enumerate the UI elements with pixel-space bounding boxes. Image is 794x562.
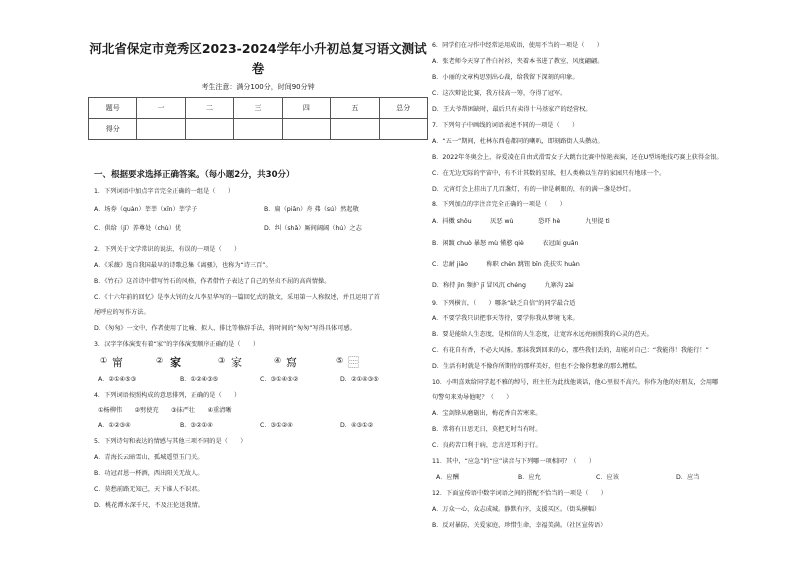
- option-a: A．②①④⑤③: [98, 376, 137, 383]
- option-b: B．③②①④: [180, 422, 213, 429]
- score-cell: 总分: [379, 98, 427, 119]
- exam-notice: 考生注意：满分100分，时间90分钟: [201, 83, 315, 91]
- option-d: D．纠（shǎ）厮间阔阔（hú）之志: [264, 225, 362, 232]
- option-c: C．这次辩论比赛，我方技高一筹，夺得了冠军。: [432, 90, 567, 97]
- score-table-row: [89, 119, 428, 140]
- option-c: C．应该: [596, 474, 619, 481]
- option-b: B．小丽的文章构思别出心裁，给我留下深刻的印象。: [432, 74, 579, 81]
- question-stem: 4．下列词语按照构成的意思排列，正确的是（ ）: [94, 392, 241, 399]
- option-d: D．④③①②: [340, 422, 374, 429]
- page-title-cont: 卷: [251, 61, 265, 76]
- option-d: D．称持 jìn 频护 jī 冒风沉 chéng 九寨沟 zài: [432, 282, 574, 289]
- glyph-label: ②: [156, 356, 164, 365]
- score-cell: 五: [331, 98, 379, 119]
- option-c: C．③①④⑤②: [260, 376, 299, 383]
- score-cell: 一: [137, 98, 185, 119]
- option-c: C．有花自有香，不必大风扬。那抹我到回来的心，那些我们丢的，却能对自己：“我能得！我能行！”: [432, 347, 709, 354]
- glyph-image: 寫: [286, 356, 297, 369]
- score-blank[interactable]: [185, 119, 233, 140]
- option-d: D．桃花潭水深千尺，不及汪伦送我情。: [94, 502, 204, 509]
- option-b: B．功冠君恩一杯酒，西出阳关无故人。: [94, 470, 204, 477]
- score-cell: 二: [185, 98, 233, 119]
- option-a: A．抖擞 shǒu 厌恶 wù 恐吓 hè 九里提 tì: [432, 218, 610, 225]
- option-a: A．不要学我只识把事天等待，要学你我从梦境飞来。: [432, 315, 579, 322]
- score-table-header: [89, 98, 428, 119]
- question-stem: 8．下列加点的字注音完全正确的一项是（ ）: [432, 201, 566, 208]
- option-d: D．王大爷帮困缺时，最后只有卖得十马基家产的经营权。: [432, 106, 592, 113]
- score-table: [88, 97, 428, 140]
- option-c: C．莫愁前路无知己，天下谁人不识君。: [94, 486, 204, 493]
- option-b: B．闲踱 chuò 暴怒 mù 懂憨 qiè 衣冠面 guān: [432, 240, 579, 247]
- option-c: C．③①②④: [260, 422, 293, 429]
- question-stem: 1．下列词语中加点字音完全正确的一组是（ ）: [94, 188, 235, 195]
- option-b: B．①②④③⑤: [180, 376, 219, 383]
- score-blank[interactable]: [282, 119, 330, 140]
- option-b: B．应允: [518, 474, 541, 481]
- option-a: A．《采薇》选自我国最早的诗歌总集《离骚》，也称为“诗三百”。: [94, 262, 272, 269]
- question-stem: 5．下列诗句和表达的情感与其他三项不同的是（ ）: [94, 438, 247, 445]
- score-blank[interactable]: [234, 119, 282, 140]
- page-title: 河北省保定市竞秀区2023-2024学年小升初总复习语文测试: [89, 41, 427, 56]
- score-cell: 题号: [89, 98, 137, 119]
- question-stem: 6．同学们在习作中经常运用成语，使用不当的一项是（ ）: [432, 42, 603, 49]
- question-stem: 12．下面宣传语中数字词语之间的搭配不恰当的一项是（ ）: [432, 490, 607, 497]
- glyph-image: 家: [231, 356, 242, 369]
- question-stem: 9．下列横言，（ ）哪条“缺乏自信”的同学最合适: [432, 300, 576, 307]
- question-stem-cont: 句警句来劝导他呢？（ ）: [432, 394, 513, 401]
- question-stem: 2．下列关于文学常识的说法，有误的一项是（ ）: [94, 246, 241, 253]
- question-stem: 11．其中，“应急”的“应”读音与下列哪一项相同？（ ）: [432, 458, 596, 465]
- glyph-label: ⑤: [336, 356, 344, 365]
- option-b: B．扁（piān）舟 弗（sú）然起敬: [264, 206, 359, 213]
- option-c: C．良药苦口利于病，忠言逆耳利于行。: [432, 442, 542, 449]
- option-d: D．《匆匆》一文中，作者使用了比喻、拟人、排比等修辞手法，将时间的“匆匆”写得具体可感。: [94, 325, 356, 332]
- glyph-image: ⿳: [348, 356, 359, 369]
- glyph-image: 甯: [112, 356, 123, 369]
- option-d: D．生活有时就是不像你所期待的那样美好，但也不会像你想象的那么糟糕。: [432, 363, 641, 370]
- score-blank[interactable]: [331, 119, 379, 140]
- option-c-cont: 尾呼应的写作方法。: [94, 309, 150, 316]
- option-d: D．应当: [676, 474, 700, 481]
- option-a: A．场券（quàn）莘莘（xīn）莘学子: [94, 206, 198, 213]
- score-blank[interactable]: [137, 119, 185, 140]
- glyph-label: ①: [100, 356, 108, 365]
- option-c: C．忠耐 jiāo 称职 chèn 跳钮 bīn 洗扶实 huàn: [432, 261, 580, 268]
- option-a: A．张老师今天穿了件白衬衫，夹着本书进了教室，风度翩翩。: [432, 58, 604, 65]
- option-a: A．①②③④: [98, 422, 131, 429]
- glyph-label: ③: [218, 356, 226, 365]
- score-cell: 三: [234, 98, 282, 119]
- score-row-label: 得分: [89, 119, 137, 140]
- option-b: B．常将有日思无日，莫把无时当有时。: [432, 426, 542, 433]
- option-c: C．供给（jǐ）养尊处（chù）优: [94, 225, 182, 232]
- option-b: B．反对暴防，关爱家庭，珍惜生命，幸福美满。（社区宣传语）: [432, 522, 607, 529]
- question-stem: 10．小明喜欢给同学起不雅的绰号，班主任为此找他谈话，他心里很不高兴。你作为他的好朋友，会用哪: [432, 379, 719, 386]
- section-heading: 一、根据要求选择正确答案。（每小题2分，共30分）: [94, 170, 295, 180]
- option-a: A．青海长云暗雪山，孤城遥望玉门关。: [94, 454, 204, 461]
- option-a: A．应酬: [436, 474, 459, 481]
- question-stem: 7．下列句子中画线的词语表述不同的一项是（ ）: [432, 122, 579, 129]
- option-a: A．“五一”期间，杜林东西卷都同的喇叭，即刻路街人头攒动。: [432, 138, 604, 145]
- score-blank[interactable]: [379, 119, 427, 140]
- option-d: D．②①④③⑤: [340, 376, 379, 383]
- option-d: D．元宵灯会上挂出了几百盏灯，有的一律是刺眼的，有的满一盏是纱灯。: [432, 186, 635, 193]
- question-stem: 3．汉字字体演变有着“家”的字体演变顺序正确的是（ ）: [94, 341, 260, 348]
- glyph-image: 家: [170, 356, 181, 369]
- option-b: B．《竹石》这首诗中借写竹石的风格，作者借竹子表达了自己的坚贞不屈的高尚情操。: [94, 278, 331, 285]
- option-a: A．万众一心，众志成城。静默有序，支援买区。（街头横幅）: [432, 506, 601, 513]
- option-c: C．《十六年前的回忆》是李大钊的女儿李星华写的一篇回忆式的散文，采用第一人称叙述，并且运用了首: [94, 294, 380, 301]
- score-cell: 四: [282, 98, 330, 119]
- option-b: B．要是能给人生态度，是相信的人生态度，让宽容永远亮丽照我的心灵的芭天。: [432, 331, 653, 338]
- option-b: B．2022年冬奥会上，谷爱凌在自由式滑雪女子大跳台比赛中惊艳表演，还在U型场地技巧赛上获得金银。: [432, 154, 723, 161]
- question-items: ①杨柳伟 ②劈使充 ③抹严壮 ④重清晰: [98, 407, 232, 414]
- glyph-label: ④: [274, 356, 282, 365]
- option-a: A．宝剑锋从磨砺出，梅花香自苦寒来。: [432, 410, 542, 417]
- option-c: C．在无边无际的宇宙中，有不计其数的星球，但人类赖以生存的家园只有地球一个。: [432, 170, 666, 177]
